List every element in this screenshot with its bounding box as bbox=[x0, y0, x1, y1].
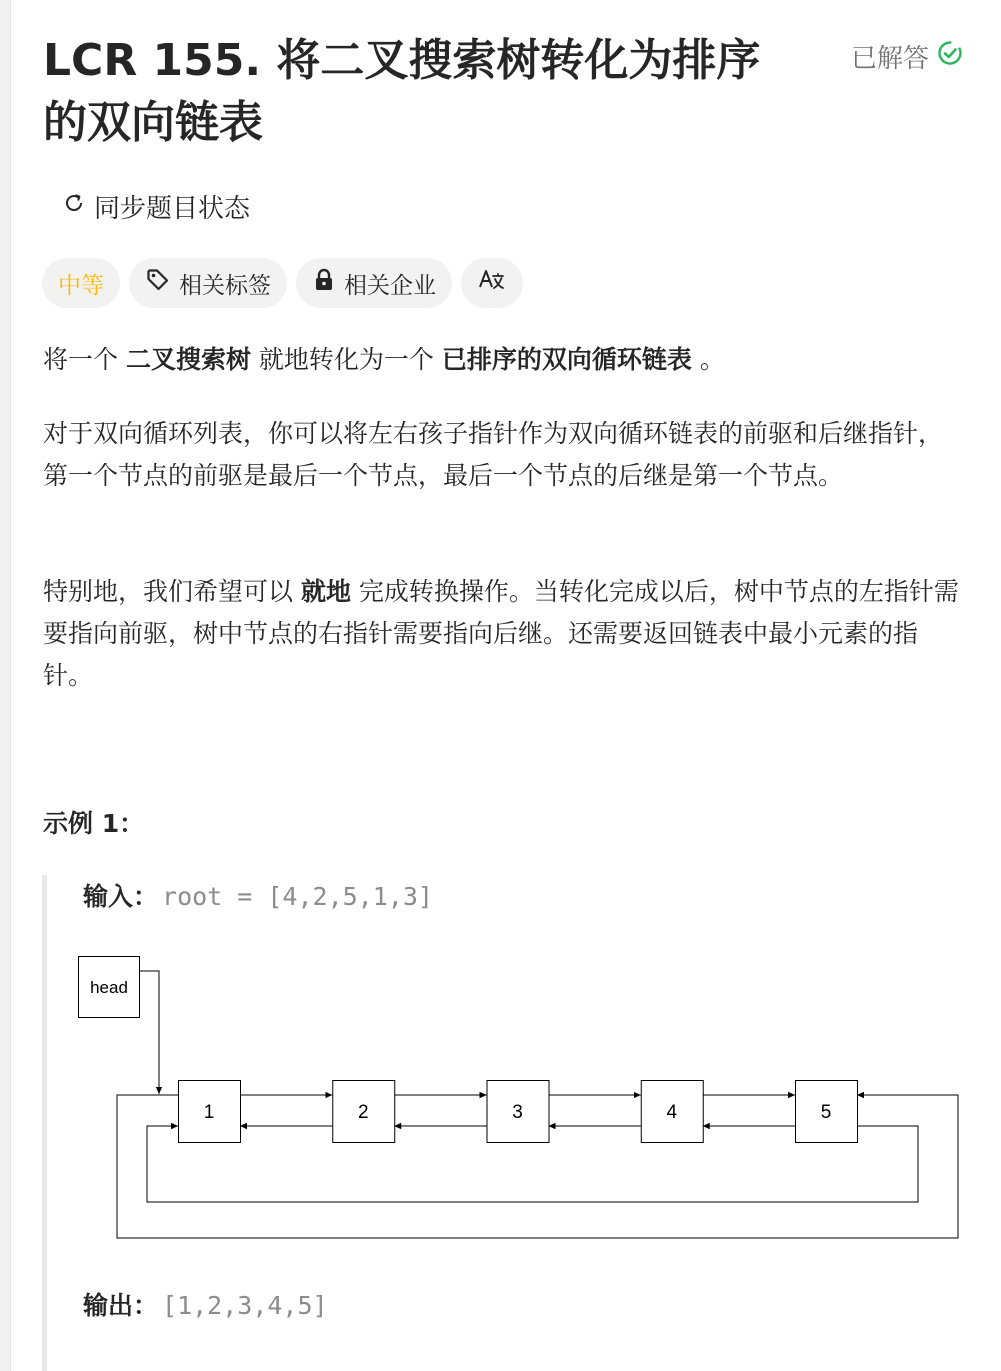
desc-text: 将一个 bbox=[43, 345, 126, 374]
lock-icon bbox=[312, 267, 336, 299]
description-paragraph-1 bbox=[43, 339, 963, 381]
tag-icon bbox=[145, 267, 171, 299]
list-node-label: 3 bbox=[512, 1102, 523, 1123]
solved-label: 已解答 bbox=[850, 44, 929, 74]
related-tags-button[interactable] bbox=[129, 258, 287, 308]
head-label: head bbox=[90, 978, 128, 997]
head-pointer bbox=[139, 971, 159, 1094]
output-value: [1,2,3,4,5] bbox=[162, 1291, 328, 1320]
description-paragraph-3 bbox=[43, 571, 963, 697]
list-node-label: 5 bbox=[820, 1102, 832, 1123]
input-label: 输入： bbox=[83, 882, 159, 911]
related-tags-label: 相关标签 bbox=[179, 272, 271, 299]
desc-bold: 已排序的双向循环链表 bbox=[441, 345, 692, 374]
desc-bold: 就地 bbox=[300, 577, 351, 606]
tag-row bbox=[42, 258, 523, 308]
translate-button[interactable] bbox=[461, 258, 523, 308]
example-input bbox=[83, 877, 433, 913]
desc-bold: 二叉搜索树 bbox=[125, 345, 251, 374]
list-node-label: 4 bbox=[666, 1102, 678, 1123]
translate-icon bbox=[478, 267, 506, 299]
page-title: LCR 155. 将二叉搜索树转化为排序的双向链表 bbox=[43, 35, 761, 148]
check-circle-icon bbox=[937, 40, 963, 73]
input-value: root = [4,2,5,1,3] bbox=[162, 882, 433, 911]
description-paragraph-2: 对于双向循环列表，你可以将左右孩子指针作为双向循环链表的前驱和后继指针，第一个节点的前驱是最后一个节点，最后一个节点的后继是第一个节点。 bbox=[43, 419, 944, 490]
sync-label: 同步题目状态 bbox=[94, 194, 251, 224]
example-title: 示例 1： bbox=[43, 809, 145, 838]
output-label: 输出： bbox=[83, 1291, 159, 1320]
desc-text: 完成转换操作。当转化完成以后，树中节点的左指针需要指向前驱，树中节点的右指针需要指向后继。还需要返回链表中最小元素的指针。 bbox=[43, 577, 959, 690]
solved-status bbox=[851, 38, 963, 75]
difficulty-badge bbox=[42, 258, 120, 308]
related-companies-button[interactable] bbox=[296, 258, 452, 308]
difficulty-label: 中等 bbox=[58, 272, 104, 299]
desc-text: 特别地，我们希望可以 bbox=[43, 577, 301, 606]
desc-text: 就地转化为一个 bbox=[250, 345, 442, 374]
refresh-icon bbox=[62, 191, 86, 222]
left-panel-divider[interactable] bbox=[0, 0, 11, 1371]
sync-status-button[interactable] bbox=[62, 188, 250, 225]
example-output bbox=[83, 1286, 328, 1322]
linked-list-diagram bbox=[72, 950, 967, 1245]
related-companies-label: 相关企业 bbox=[344, 272, 436, 299]
list-node-label: 1 bbox=[203, 1102, 215, 1123]
list-node-label: 2 bbox=[357, 1102, 369, 1123]
desc-text: 。 bbox=[691, 345, 725, 374]
